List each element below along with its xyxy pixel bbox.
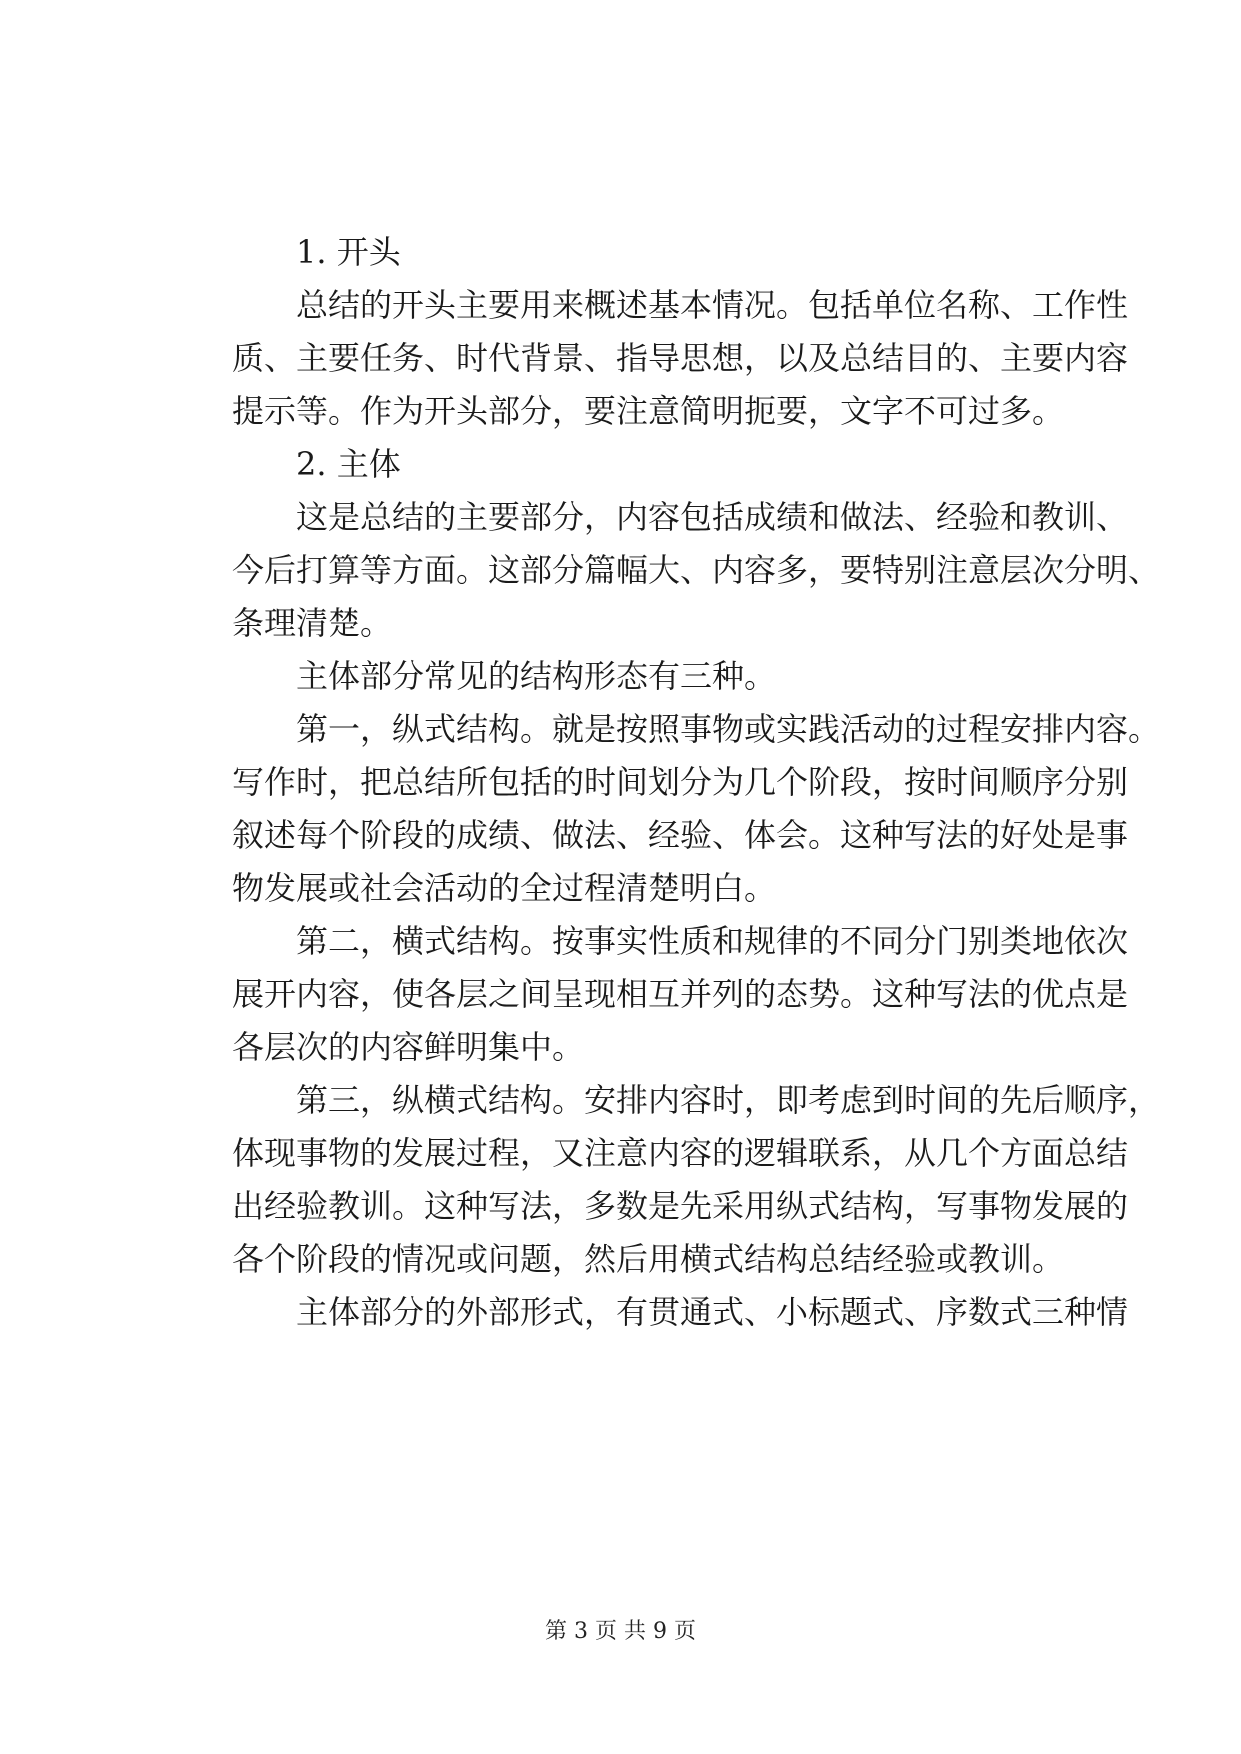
paragraph-line: 物发展或社会活动的全过程清楚明白。: [232, 869, 777, 907]
paragraph-line: 各层次的内容鲜明集中。: [232, 1028, 585, 1066]
page-number-footer: 第 3 页 共 9 页: [545, 1619, 696, 1644]
paragraph-line: 条理清楚。: [232, 604, 393, 642]
paragraph-line: 各个阶段的情况或问题，然后用横式结构总结经验或教训。: [232, 1240, 1065, 1278]
paragraph-line: 提示等。作为开头部分，要注意简明扼要，文字不可过多。: [232, 392, 1065, 430]
paragraph-line: 第二，横式结构。按事实性质和规律的不同分门别类地依次: [232, 922, 1129, 960]
paragraph-line: 总结的开头主要用来概述基本情况。包括单位名称、工作性: [232, 286, 1129, 324]
heading-opening: 1. 开头: [232, 233, 401, 271]
heading-main-body: 2. 主体: [232, 445, 401, 483]
paragraph-line: 出经验教训。这种写法，多数是先采用纵式结构，写事物发展的: [232, 1187, 1129, 1225]
paragraph-line: 主体部分的外部形式，有贯通式、小标题式、序数式三种情: [232, 1293, 1129, 1331]
paragraph-line: 展开内容，使各层之间呈现相互并列的态势。这种写法的优点是: [232, 975, 1129, 1013]
paragraph-line: 体现事物的发展过程，又注意内容的逻辑联系，从几个方面总结: [232, 1134, 1129, 1172]
paragraph-line: 第三，纵横式结构。安排内容时，即考虑到时间的先后顺序，: [232, 1081, 1161, 1119]
paragraph-line: 今后打算等方面。这部分篇幅大、内容多，要特别注意层次分明、: [232, 551, 1161, 589]
paragraph-line: 质、主要任务、时代背景、指导思想，以及总结目的、主要内容: [232, 339, 1129, 377]
paragraph-line: 这是总结的主要部分，内容包括成绩和做法、经验和教训、: [232, 498, 1129, 536]
paragraph-line: 第一，纵式结构。就是按照事物或实践活动的过程安排内容。: [232, 710, 1161, 748]
paragraph-line: 叙述每个阶段的成绩、做法、经验、体会。这种写法的好处是事: [232, 816, 1129, 854]
paragraph-line: 写作时，把总结所包括的时间划分为几个阶段，按时间顺序分别: [232, 763, 1129, 801]
paragraph-line: 主体部分常见的结构形态有三种。: [232, 657, 777, 695]
